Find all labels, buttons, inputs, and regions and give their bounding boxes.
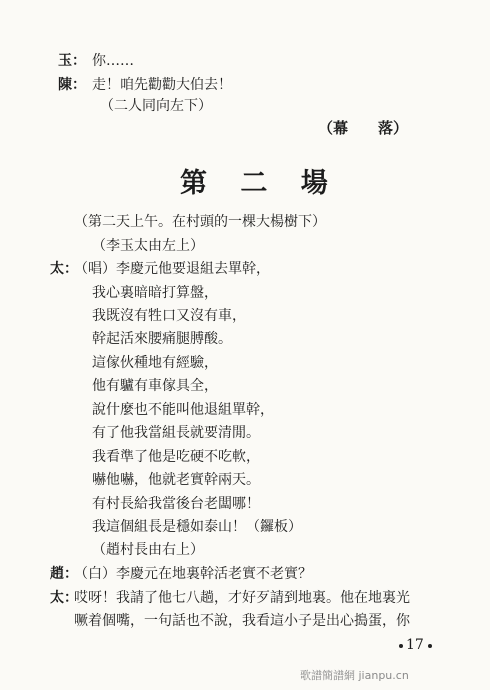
sung-line: 說什麼也不能叫他退組單幹，: [92, 402, 274, 418]
stage-direction: （第二天上午。在村頭的一棵大楊樹下）: [74, 214, 326, 230]
speaker-label: 陳：: [58, 77, 86, 93]
stage-direction: （二人同向左下）: [100, 98, 212, 114]
sung-line: 我既沒有牲口又沒有車，: [92, 308, 246, 324]
sung-line: （唱）李慶元他要退組去單幹，: [74, 261, 270, 277]
scene-title: 第 二 場: [180, 168, 340, 199]
sung-line: 幹起活來腰痛腿膊酸。: [92, 331, 232, 347]
speaker-label: 太：: [50, 261, 78, 277]
bullet-dot-icon: [428, 644, 432, 648]
sung-line: 我這個組長是穩如泰山！（鑼板）: [92, 519, 302, 535]
sung-line: 有了他我當組長就要清閒。: [92, 425, 260, 441]
speaker-label: 趙：: [50, 566, 78, 582]
page-number: 17: [406, 637, 424, 653]
watermark: 歌譜簡譜網 jianpu.cn: [300, 669, 409, 682]
sung-line: 有村長給我當後台老闆哪！: [92, 496, 260, 512]
sung-line: 嚇他嚇，他就老實幹兩天。: [92, 472, 260, 488]
speaker-label: 太：: [50, 590, 78, 606]
dialogue-line: 噘着個嘴，一句話也不說，我看這小子是出心搗蛋，你: [74, 613, 410, 629]
sung-line: 這傢伙種地有經驗，: [92, 355, 218, 371]
bullet-dot-icon: [399, 644, 403, 648]
dialogue-line: 你……: [92, 53, 134, 69]
sung-line: 我看準了他是吃硬不吃軟，: [92, 449, 260, 465]
stage-direction: （李玉太由左上）: [92, 238, 204, 254]
speaker-label: 玉：: [58, 53, 86, 69]
dialogue-line: （白）李慶元在地裏幹活老實不老實？: [74, 566, 312, 582]
curtain-direction: （幕 落）: [318, 119, 409, 137]
stage-direction: （趙村長由右上）: [92, 542, 204, 558]
dialogue-line: 走！咱先勸勸大伯去！: [92, 77, 232, 93]
sung-line: 他有驢有車傢具全，: [92, 378, 218, 394]
dialogue-line: 哎呀！我請了他七八趟，才好歹請到地裏。他在地裏光: [74, 590, 410, 606]
sung-line: 我心裏暗暗打算盤，: [92, 285, 218, 301]
